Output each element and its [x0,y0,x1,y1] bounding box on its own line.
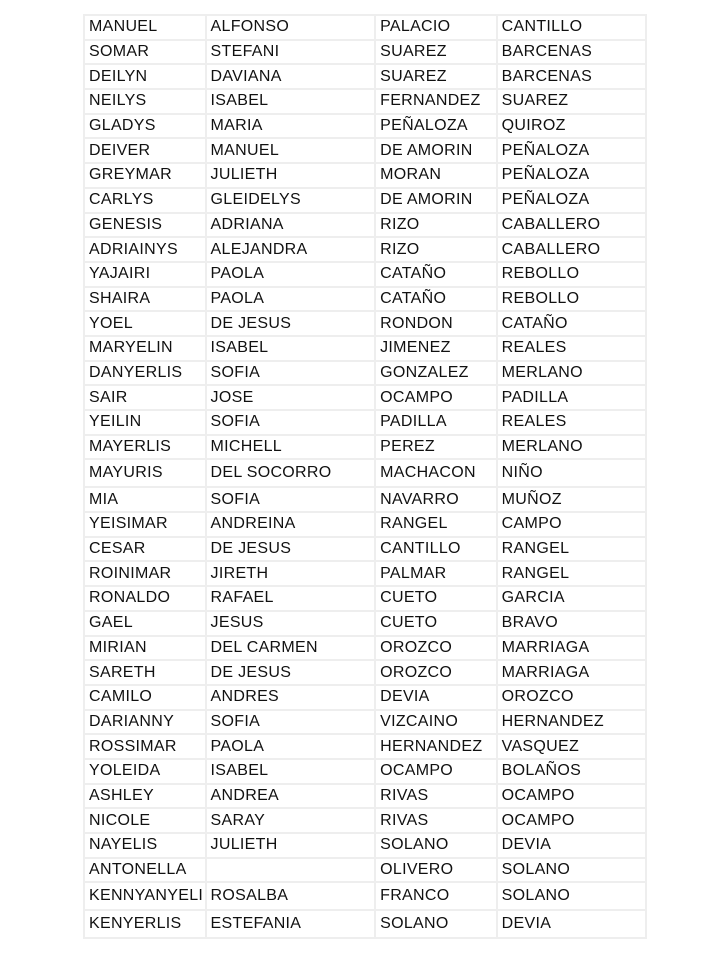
table-row [85,834,645,857]
table-cell: MARYELIN [85,337,205,360]
table-row [85,612,645,635]
table-cell: RANGEL [498,538,645,561]
table-row [85,436,645,459]
table-cell: BOLAÑOS [498,760,645,783]
table-cell: MERLANO [498,362,645,385]
table-row [85,312,645,335]
table-cell: CAMPO [498,513,645,536]
table-cell: ANDREINA [207,513,375,536]
table-cell: DEVIA [376,686,496,709]
table-row [85,115,645,138]
table-cell: PEREZ [376,436,496,459]
table-cell: KENNYANYELI [85,883,205,909]
table-cell: GLADYS [85,115,205,138]
table-cell: CATAÑO [498,312,645,335]
table-cell: RONALDO [85,587,205,610]
table-cell: ROSSIMAR [85,735,205,758]
table-cell: SOLANO [376,834,496,857]
table-cell: PEÑALOZA [498,139,645,162]
table-cell: DE AMORIN [376,139,496,162]
table-row [85,538,645,561]
table-cell: SUAREZ [376,41,496,64]
table-cell: JIRETH [207,562,375,585]
table-cell: OCAMPO [376,760,496,783]
table-row [85,65,645,88]
table-cell: MICHELL [207,436,375,459]
table-cell: PAOLA [207,735,375,758]
table-row [85,411,645,434]
table-cell: PALACIO [376,16,496,39]
table-cell: SARAY [207,809,375,832]
table-cell: DANYERLIS [85,362,205,385]
table-cell: SOLANO [498,859,645,882]
table-cell: RANGEL [376,513,496,536]
table-cell: STEFANI [207,41,375,64]
table-cell: DEILYN [85,65,205,88]
table-cell: DE JESUS [207,661,375,684]
table-cell: CARLYS [85,189,205,212]
table-row [85,16,645,39]
table-row [85,214,645,237]
table-cell: FRANCO [376,883,496,909]
table-cell: SOFIA [207,362,375,385]
table-cell: SOMAR [85,41,205,64]
table-cell: DE JESUS [207,538,375,561]
table-cell: ALEJANDRA [207,238,375,261]
table-row [85,460,645,486]
table-cell: HERNANDEZ [376,735,496,758]
table-cell: CABALLERO [498,214,645,237]
table-row [85,859,645,882]
table-cell: RAFAEL [207,587,375,610]
table-cell: PALMAR [376,562,496,585]
table-cell: YOEL [85,312,205,335]
table-cell: PAOLA [207,263,375,286]
table-cell: PEÑALOZA [498,189,645,212]
table-cell: SUAREZ [376,65,496,88]
table-cell: OROZCO [376,637,496,660]
table-cell: GENESIS [85,214,205,237]
table-cell: SOLANO [376,911,496,937]
table-row [85,513,645,536]
table-cell: CUETO [376,587,496,610]
table-cell: MAYERLIS [85,436,205,459]
table-row [85,661,645,684]
table-cell: CAMILO [85,686,205,709]
table-cell: MARRIAGA [498,637,645,660]
table-cell: CUETO [376,612,496,635]
table-cell: JESUS [207,612,375,635]
table-cell: BARCENAS [498,65,645,88]
table-cell: MARRIAGA [498,661,645,684]
table-cell: DEL CARMEN [207,637,375,660]
table-row [85,189,645,212]
table-row [85,263,645,286]
table-cell: MORAN [376,164,496,187]
table-cell: BARCENAS [498,41,645,64]
table-cell: ANTONELLA [85,859,205,882]
names-table-body [85,16,645,937]
table-cell: OROZCO [498,686,645,709]
table-row [85,711,645,734]
table-row [85,337,645,360]
table-cell: ALFONSO [207,16,375,39]
table-cell: KENYERLIS [85,911,205,937]
names-table [83,14,647,939]
table-cell: RIVAS [376,809,496,832]
table-cell: REBOLLO [498,263,645,286]
table-cell: MAYURIS [85,460,205,486]
table-cell: JIMENEZ [376,337,496,360]
table-row [85,760,645,783]
table-cell: YEISIMAR [85,513,205,536]
table-cell: ISABEL [207,760,375,783]
table-cell: DAVIANA [207,65,375,88]
table-row [85,238,645,261]
table-row [85,637,645,660]
table-row [85,587,645,610]
table-row [85,164,645,187]
table-cell: CANTILLO [498,16,645,39]
table-cell: DE AMORIN [376,189,496,212]
table-cell: HERNANDEZ [498,711,645,734]
table-cell: CESAR [85,538,205,561]
table-cell: BRAVO [498,612,645,635]
table-cell: GREYMAR [85,164,205,187]
table-cell: VIZCAINO [376,711,496,734]
table-row [85,288,645,311]
table-cell: MUÑOZ [498,488,645,511]
table-row [85,90,645,113]
table-cell: NAVARRO [376,488,496,511]
table-cell: ADRIAINYS [85,238,205,261]
table-cell: SOFIA [207,711,375,734]
table-row [85,562,645,585]
table-cell: SOLANO [498,883,645,909]
table-row [85,735,645,758]
table-cell: MANUEL [207,139,375,162]
table-row [85,139,645,162]
table-cell: REALES [498,337,645,360]
table-cell: MACHACON [376,460,496,486]
table-cell: PAOLA [207,288,375,311]
table-cell: PADILLA [376,411,496,434]
table-cell: NEILYS [85,90,205,113]
table-row [85,488,645,511]
table-cell: ISABEL [207,337,375,360]
table-cell: RIZO [376,238,496,261]
table-cell: OCAMPO [498,785,645,808]
table-cell: SARETH [85,661,205,684]
table-cell: REALES [498,411,645,434]
table-cell: RONDON [376,312,496,335]
table-cell: YOLEIDA [85,760,205,783]
table-cell: ADRIANA [207,214,375,237]
table-cell: JULIETH [207,164,375,187]
table-cell: PADILLA [498,386,645,409]
table-cell: YEILIN [85,411,205,434]
table-cell: RIVAS [376,785,496,808]
table-cell: YAJAIRI [85,263,205,286]
table-row [85,686,645,709]
table-cell: ESTEFANIA [207,911,375,937]
table-cell: MARIA [207,115,375,138]
table-cell: ROSALBA [207,883,375,909]
table-cell: ANDRES [207,686,375,709]
table-cell: ISABEL [207,90,375,113]
table-row [85,883,645,909]
table-cell: OLIVERO [376,859,496,882]
table-cell: ROINIMAR [85,562,205,585]
table-cell: QUIROZ [498,115,645,138]
table-cell [207,859,375,882]
table-cell: DEVIA [498,834,645,857]
table-cell: NIÑO [498,460,645,486]
table-cell: OCAMPO [376,386,496,409]
table-row [85,386,645,409]
table-row [85,362,645,385]
table-cell: JOSE [207,386,375,409]
table-row [85,809,645,832]
table-cell: REBOLLO [498,288,645,311]
table-cell: DE JESUS [207,312,375,335]
table-cell: SHAIRA [85,288,205,311]
table-cell: PEÑALOZA [498,164,645,187]
table-cell: CATAÑO [376,288,496,311]
table-cell: VASQUEZ [498,735,645,758]
table-cell: MERLANO [498,436,645,459]
table-cell: SUAREZ [498,90,645,113]
table-cell: CANTILLO [376,538,496,561]
table-cell: NAYELIS [85,834,205,857]
table-cell: SOFIA [207,411,375,434]
table-cell: JULIETH [207,834,375,857]
table-cell: RIZO [376,214,496,237]
table-cell: PEÑALOZA [376,115,496,138]
table-cell: MANUEL [85,16,205,39]
table-cell: DEL SOCORRO [207,460,375,486]
table-cell: GLEIDELYS [207,189,375,212]
table-cell: MIRIAN [85,637,205,660]
table-cell: MIA [85,488,205,511]
table-row [85,41,645,64]
table-cell: GAEL [85,612,205,635]
table-cell: CATAÑO [376,263,496,286]
table-cell: FERNANDEZ [376,90,496,113]
table-cell: SOFIA [207,488,375,511]
table-cell: OROZCO [376,661,496,684]
table-cell: GONZALEZ [376,362,496,385]
table-cell: ASHLEY [85,785,205,808]
table-cell: GARCIA [498,587,645,610]
table-cell: DEVIA [498,911,645,937]
table-cell: ANDREA [207,785,375,808]
table-cell: DARIANNY [85,711,205,734]
table-cell: OCAMPO [498,809,645,832]
table-cell: DEIVER [85,139,205,162]
table-cell: NICOLE [85,809,205,832]
table-cell: CABALLERO [498,238,645,261]
table-cell: RANGEL [498,562,645,585]
table-cell: SAIR [85,386,205,409]
table-row [85,785,645,808]
table-row [85,911,645,937]
